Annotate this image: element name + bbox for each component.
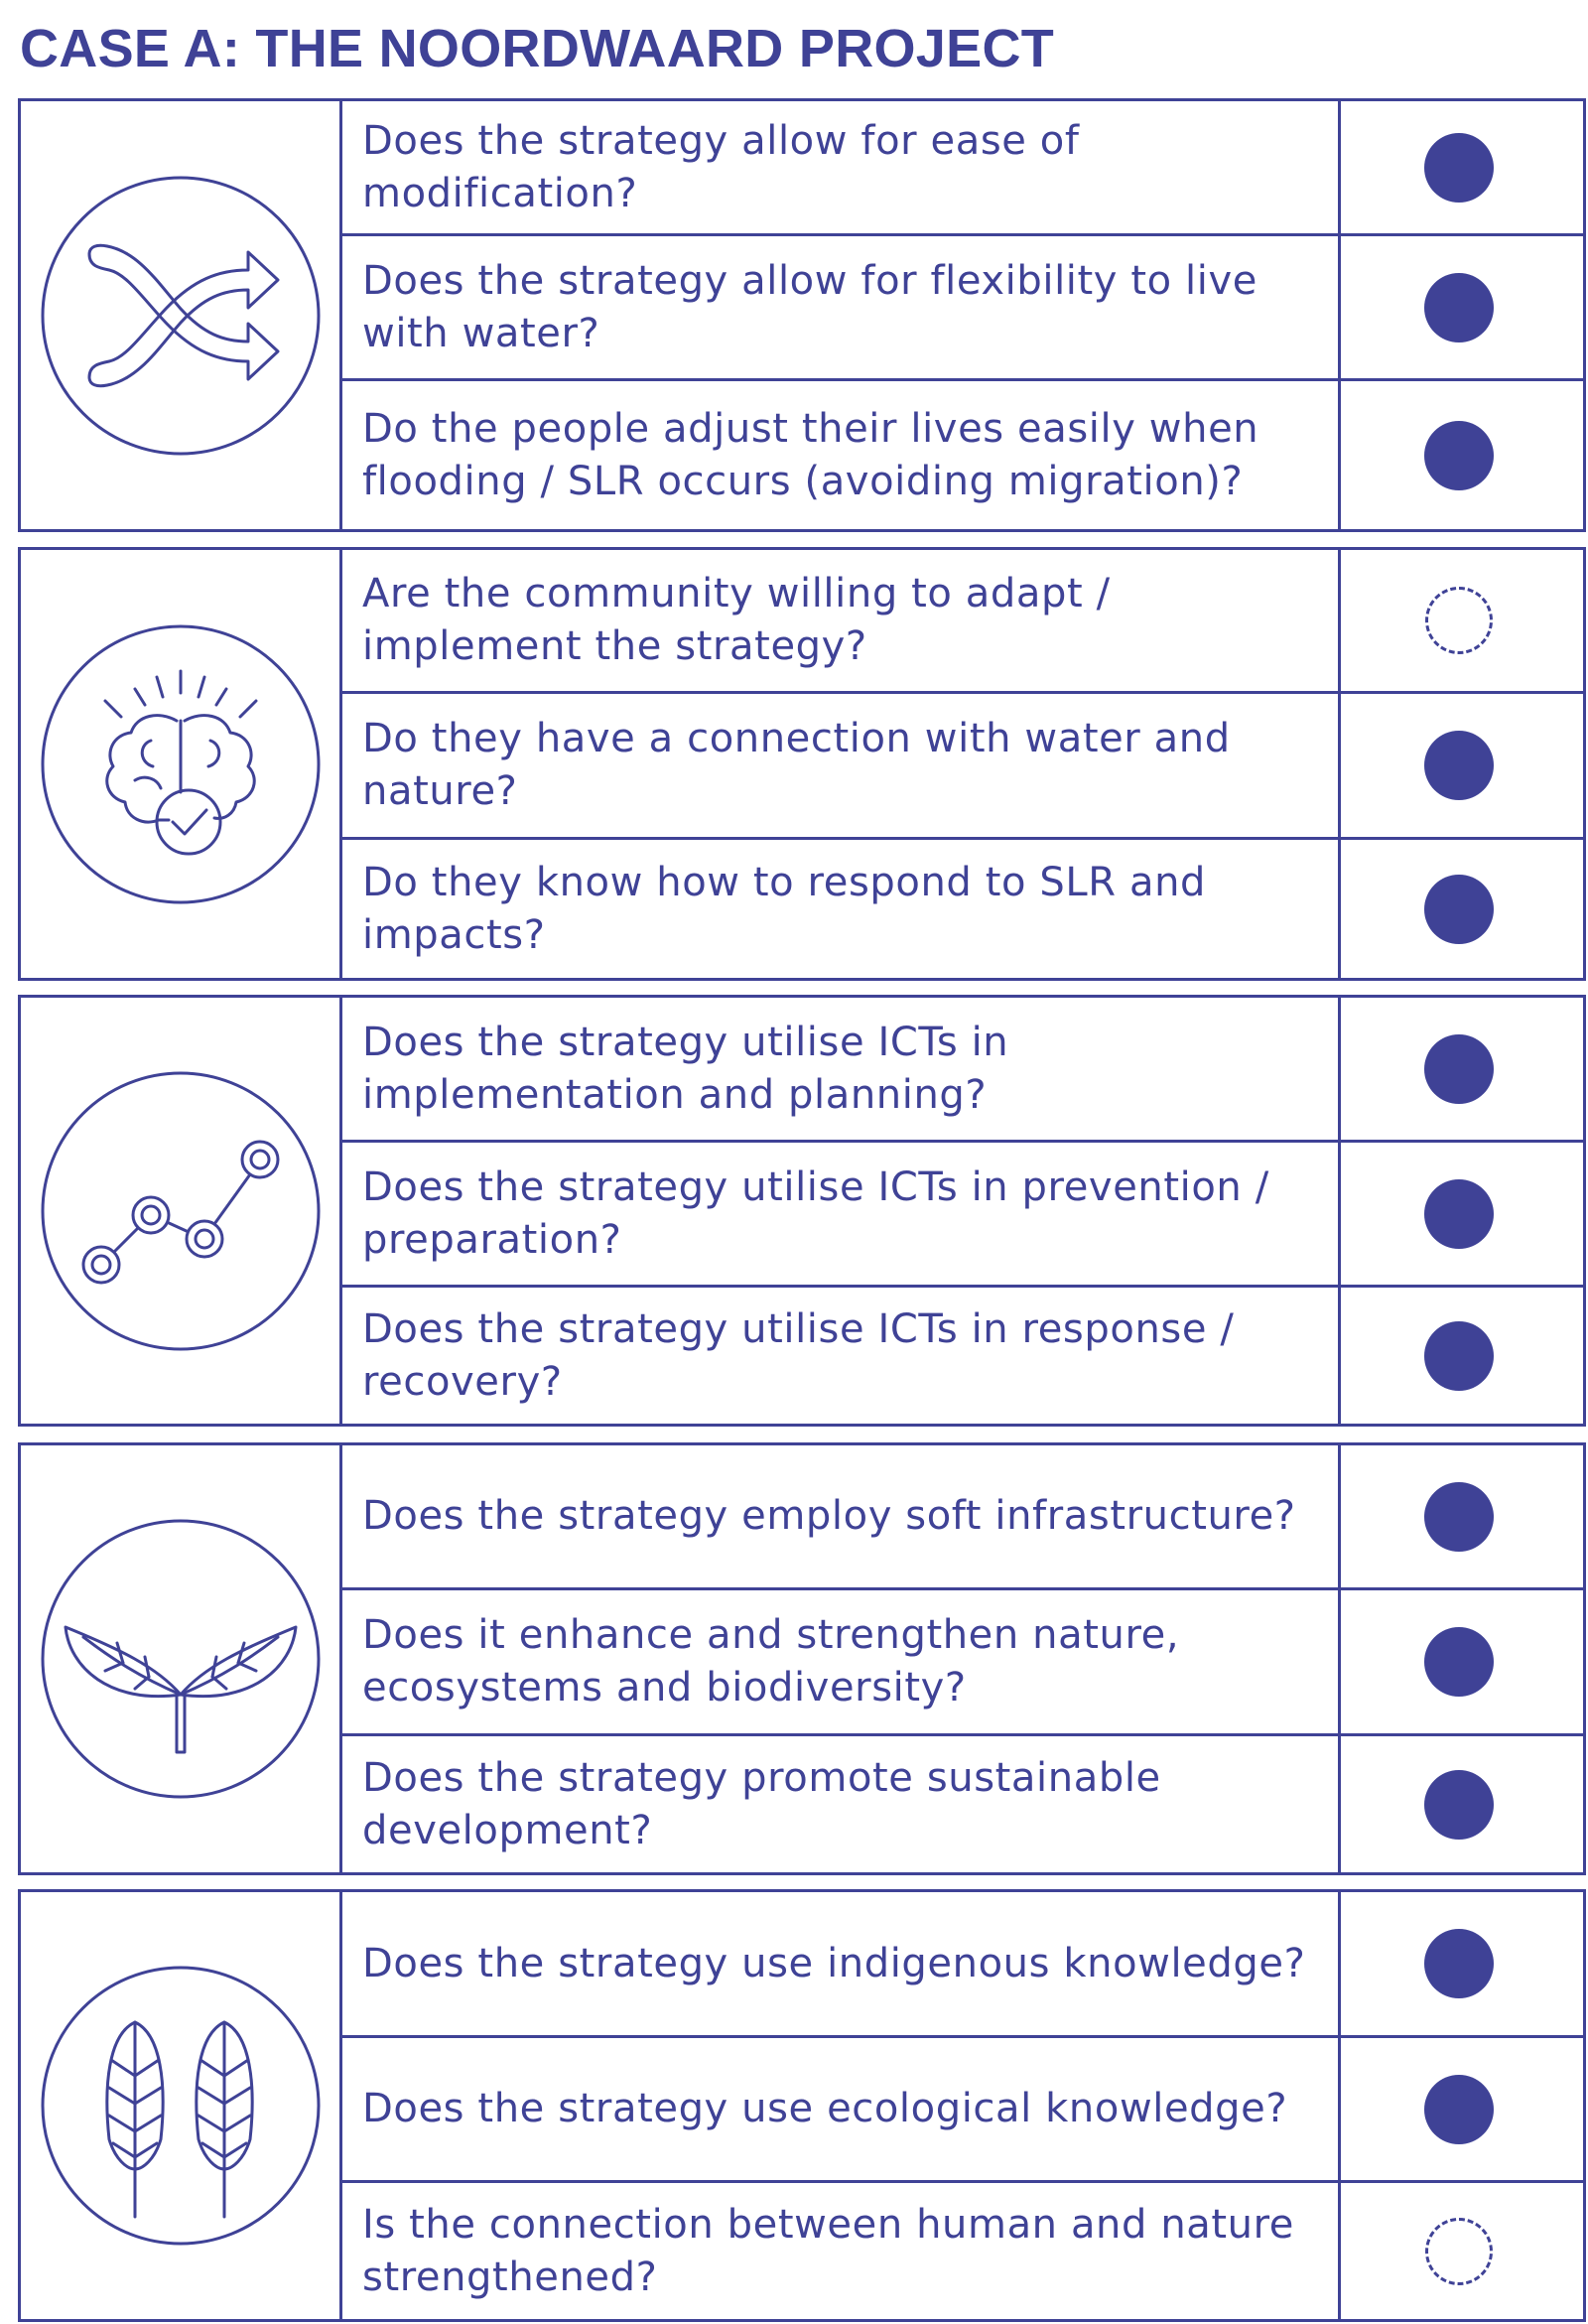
question-cell — [342, 101, 1341, 233]
group-icon-cell — [21, 1445, 342, 1872]
question-text: Does the strategy utilise ICTs in response / recovery? — [362, 1305, 1235, 1405]
filled-dot-icon — [1424, 1034, 1494, 1104]
criteria-row — [342, 2035, 1583, 2180]
group-icon-cell — [21, 550, 342, 978]
filled-dot-icon — [1424, 1482, 1494, 1552]
criteria-row — [342, 101, 1583, 233]
criteria-row — [342, 1733, 1583, 1872]
filled-dot-icon — [1424, 1179, 1494, 1249]
status-cell — [1335, 1143, 1583, 1285]
criteria-row — [342, 378, 1583, 529]
filled-dot-icon — [1424, 1627, 1494, 1697]
question-cell — [342, 2183, 1341, 2319]
status-cell — [1335, 1590, 1583, 1733]
status-cell — [1335, 381, 1583, 529]
question-cell — [342, 2038, 1341, 2180]
criteria-group-nature — [18, 1442, 1586, 1875]
status-cell — [1335, 101, 1583, 233]
criteria-row — [342, 1285, 1583, 1424]
criteria-row — [342, 1892, 1583, 2035]
question-text: Does the strategy utilise ICTs in prevention / preparation? — [362, 1163, 1269, 1263]
question-text: Are the community willing to adapt / implement the strategy? — [362, 571, 1111, 669]
status-cell — [1335, 550, 1583, 691]
status-cell — [1335, 2183, 1583, 2319]
question-text: Do the people adjust their lives easily when flooding / SLR occurs (avoiding migration)? — [362, 405, 1259, 504]
sprout-leaves-icon — [40, 1518, 322, 1800]
shuffle-arrows-icon — [40, 175, 322, 457]
question-cell — [342, 694, 1341, 837]
criteria-group-knowledge — [18, 1889, 1586, 2322]
question-text: Is the connection between human and nature strengthened? — [362, 2201, 1294, 2300]
filled-dot-icon — [1424, 875, 1494, 944]
dashed-circle-icon — [1425, 2218, 1493, 2285]
question-text: Does the strategy utilise ICTs in implementation and planning? — [362, 1019, 1009, 1118]
filled-dot-icon — [1424, 421, 1494, 490]
criteria-row — [342, 691, 1583, 837]
question-cell — [342, 1445, 1341, 1587]
question-text: Do they have a connection with water and nature? — [362, 716, 1231, 814]
question-cell — [342, 550, 1341, 691]
status-cell — [1335, 236, 1583, 378]
question-cell — [342, 236, 1341, 378]
question-cell — [342, 998, 1341, 1140]
criteria-row — [342, 1140, 1583, 1285]
brain-check-icon — [40, 623, 322, 905]
criteria-row — [342, 837, 1583, 978]
criteria-row — [342, 998, 1583, 1140]
page-title: CASE A: THE NOORDWAARD PROJECT — [20, 19, 1055, 78]
question-cell — [342, 1590, 1341, 1733]
question-text: Does the strategy use indigenous knowledge? — [362, 1940, 1306, 1986]
question-text: Does it enhance and strengthen nature, ecosystems and biodiversity? — [362, 1612, 1180, 1710]
criteria-row — [342, 233, 1583, 378]
question-text: Does the strategy use ecological knowledge? — [362, 2086, 1288, 2131]
connected-nodes-icon — [40, 1070, 322, 1352]
criteria-row — [342, 1587, 1583, 1733]
question-cell — [342, 1892, 1341, 2035]
criteria-group-flexibility — [18, 98, 1586, 532]
status-cell — [1335, 840, 1583, 978]
question-cell — [342, 840, 1341, 978]
criteria-group-ict — [18, 995, 1586, 1427]
question-text: Do they know how to respond to SLR and impacts? — [362, 859, 1207, 958]
filled-dot-icon — [1424, 2075, 1494, 2144]
status-cell — [1335, 998, 1583, 1140]
group-icon-cell — [21, 998, 342, 1424]
filled-dot-icon — [1424, 1770, 1494, 1840]
status-cell — [1335, 1445, 1583, 1587]
group-icon-cell — [21, 1892, 342, 2319]
question-cell — [342, 381, 1341, 529]
question-text: Does the strategy allow for flexibility to live with water? — [362, 257, 1257, 356]
criteria-group-awareness — [18, 547, 1586, 981]
question-text: Does the strategy promote sustainable development? — [362, 1754, 1161, 1853]
filled-dot-icon — [1424, 1321, 1494, 1391]
criteria-row — [342, 2180, 1583, 2319]
question-text: Does the strategy allow for ease of modification? — [362, 117, 1080, 216]
filled-dot-icon — [1424, 133, 1494, 203]
group-icon-cell — [21, 101, 342, 529]
filled-dot-icon — [1424, 731, 1494, 800]
status-cell — [1335, 694, 1583, 837]
criteria-row — [342, 1445, 1583, 1587]
status-cell — [1335, 1736, 1583, 1872]
question-cell — [342, 1143, 1341, 1285]
filled-dot-icon — [1424, 1929, 1494, 1998]
question-cell — [342, 1288, 1341, 1424]
status-cell — [1335, 1288, 1583, 1424]
filled-dot-icon — [1424, 273, 1494, 342]
question-cell — [342, 1736, 1341, 1872]
question-text: Does the strategy employ soft infrastructure? — [362, 1493, 1296, 1539]
criteria-row — [342, 550, 1583, 691]
wheat-ears-icon — [40, 1965, 322, 2247]
dashed-circle-icon — [1425, 587, 1493, 654]
status-cell — [1335, 1892, 1583, 2035]
status-cell — [1335, 2038, 1583, 2180]
